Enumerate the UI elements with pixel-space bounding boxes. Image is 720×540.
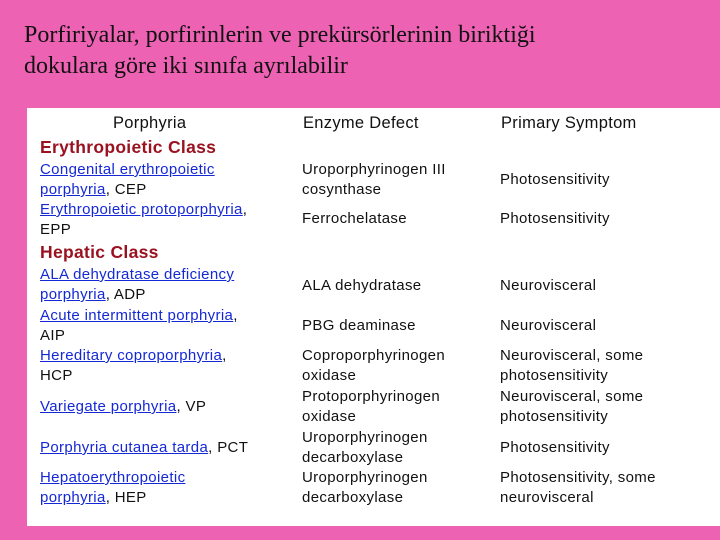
header-enzyme-defect: Enzyme Defect (303, 114, 419, 132)
symptom-text: photosensitivity (500, 367, 609, 384)
abbr-separator: , (242, 201, 248, 218)
abbr-epp: EPP (40, 221, 72, 238)
table-row-hcp-name (40, 346, 290, 386)
table-row-hep-name (40, 468, 290, 508)
table-row-adp-enzyme: ALA dehydratase (302, 277, 422, 294)
symptom-text: neurovisceral (500, 489, 594, 506)
abbr-separator: , (222, 347, 227, 364)
table-row-hcp-enzyme (302, 346, 492, 386)
symptom-text: photosensitivity (500, 408, 609, 425)
table-row-hcp-symptom (500, 346, 715, 386)
enzyme-text: decarboxylase (302, 449, 404, 466)
abbr-hcp: HCP (40, 367, 73, 384)
enzyme-text: decarboxylase (302, 489, 404, 506)
table-row-adp-symptom: Neurovisceral (500, 277, 597, 294)
slide-title-line-1: Porfiriyalar, porfirinlerin ve prekürsörlerinin biriktiği (24, 22, 536, 48)
link-acute-intermittent-porphyria[interactable]: Acute intermittent porphyria (40, 307, 234, 324)
porphyria-table (27, 108, 720, 526)
link-congenital-erythropoietic-porphyria-cont[interactable]: porphyria (40, 181, 106, 198)
link-hereditary-coproporphyria[interactable]: Hereditary coproporphyria (40, 347, 223, 364)
enzyme-text: cosynthase (302, 181, 382, 198)
symptom-text: Photosensitivity, some (500, 469, 656, 486)
table-row-cep-symptom: Photosensitivity (500, 171, 610, 188)
enzyme-text: oxidase (302, 408, 357, 425)
table-row-epp-name (40, 200, 290, 240)
table-row-adp-name (40, 265, 290, 305)
symptom-text: Neurovisceral, some (500, 388, 644, 405)
link-erythropoietic-protoporphyria[interactable]: Erythropoietic protoporphyria (40, 201, 243, 218)
table-row-pct-symptom: Photosensitivity (500, 439, 610, 456)
symptom-text: Neurovisceral, some (500, 347, 644, 364)
link-ala-dehydratase-deficiency-porphyria[interactable]: ALA dehydratase deficiency (40, 266, 235, 283)
table-row-cep-name (40, 160, 290, 200)
header-porphyria: Porphyria (113, 114, 187, 132)
enzyme-text: Coproporphyrinogen (302, 347, 446, 364)
table-row-cep-enzyme (302, 160, 492, 200)
slide-title-line-2: dokulara göre iki sınıfa ayrılabilir (24, 53, 348, 79)
abbr-adp: , ADP (105, 286, 146, 303)
link-hepatoerythropoietic-porphyria-cont[interactable]: porphyria (40, 489, 106, 506)
table-row-aip-name (40, 306, 290, 346)
table-row-vp-enzyme (302, 387, 492, 427)
table-row-epp-enzyme: Ferrochelatase (302, 210, 407, 227)
link-congenital-erythropoietic-porphyria[interactable]: Congenital erythropoietic (40, 161, 215, 178)
link-ala-dehydratase-deficiency-porphyria-cont[interactable]: porphyria (40, 286, 106, 303)
table-row-pct-enzyme (302, 428, 492, 468)
slide-title (24, 20, 704, 82)
abbr-aip: AIP (40, 327, 66, 344)
enzyme-text: Uroporphyrinogen (302, 469, 428, 486)
enzyme-text: oxidase (302, 367, 357, 384)
table-row-epp-symptom: Photosensitivity (500, 210, 610, 227)
enzyme-text: Uroporphyrinogen III (302, 161, 446, 178)
enzyme-text: Protoporphyrinogen (302, 388, 441, 405)
table-row-vp-symptom (500, 387, 715, 427)
abbr-hep: , HEP (105, 489, 147, 506)
header-primary-symptom: Primary Symptom (501, 114, 637, 132)
enzyme-text: Uroporphyrinogen (302, 429, 428, 446)
table-row-vp-name (40, 397, 290, 417)
table-row-hep-symptom (500, 468, 715, 508)
table-row-pct-name (40, 438, 290, 458)
link-variegate-porphyria[interactable]: Variegate porphyria (40, 398, 177, 415)
table-row-aip-enzyme: PBG deaminase (302, 317, 416, 334)
table-row-hep-enzyme (302, 468, 492, 508)
table-row-aip-symptom: Neurovisceral (500, 317, 597, 334)
abbr-cep: , CEP (105, 181, 147, 198)
section-erythropoietic-class: Erythropoietic Class (40, 137, 217, 157)
link-hepatoerythropoietic-porphyria[interactable]: Hepatoerythropoietic (40, 469, 186, 486)
abbr-vp: , VP (176, 398, 207, 415)
abbr-separator: , (233, 307, 238, 324)
section-hepatic-class: Hepatic Class (40, 242, 159, 262)
link-porphyria-cutanea-tarda[interactable]: Porphyria cutanea tarda (40, 439, 209, 456)
abbr-pct: , PCT (208, 439, 249, 456)
